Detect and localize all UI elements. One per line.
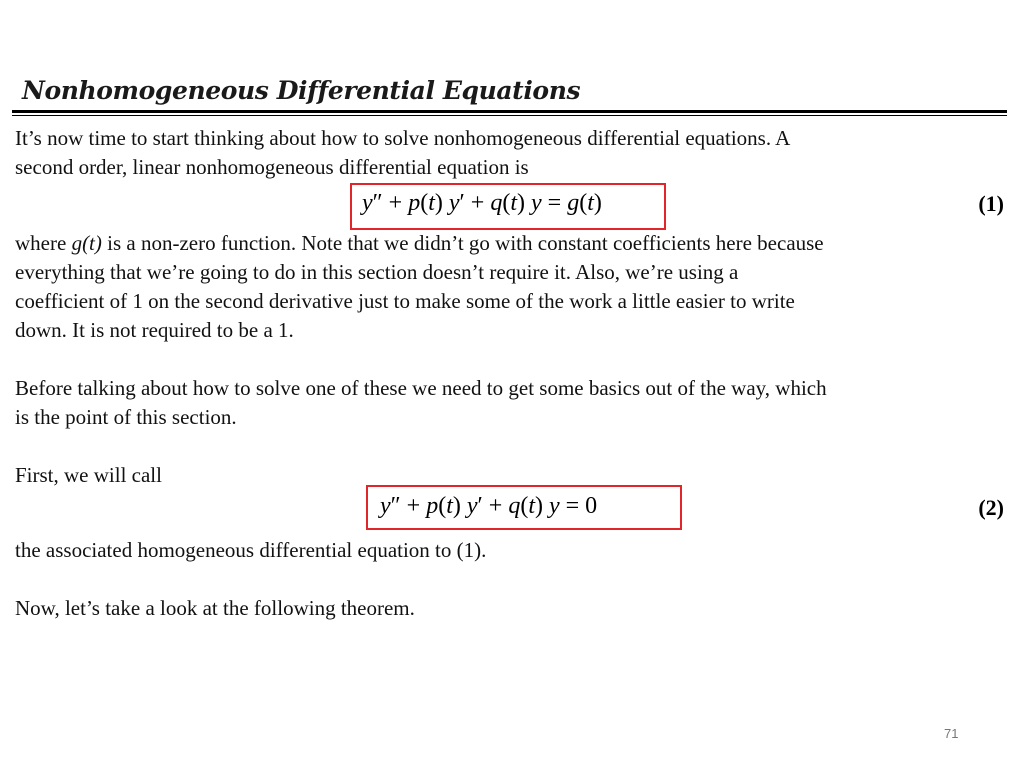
page-title: Nonhomogeneous Differential Equations xyxy=(22,76,581,105)
paragraph-1-line-2: second order, linear nonhomogeneous differential equation is xyxy=(15,155,529,179)
paragraph-2-line-4: down. It is not required to be a 1. xyxy=(15,318,294,342)
equation-1: y″ + p(t) y′ + q(t) y = g(t) xyxy=(362,190,602,216)
title-rule-thick xyxy=(12,110,1007,113)
equation-2: y″ + p(t) y′ + q(t) y = 0 xyxy=(380,493,598,519)
paragraph-2-line-2: everything that we’re going to do in this section doesn’t require it. Also, we’re using a xyxy=(15,260,739,284)
g-of-t-term: g(t) xyxy=(71,231,102,255)
paragraph-2-line-3: coefficient of 1 on the second derivative just to make some of the work a little easier to write xyxy=(15,289,795,313)
page-number: 71 xyxy=(944,726,959,741)
equation-2-number: (2) xyxy=(978,495,1004,520)
paragraph-4: First, we will call xyxy=(15,463,162,487)
title-rule-thin xyxy=(12,115,1007,116)
paragraph-1-line-1: It’s now time to start thinking about how to solve nonhomogeneous differential equations. A xyxy=(15,126,791,150)
paragraph-6: Now, let’s take a look at the following theorem. xyxy=(15,596,415,620)
paragraph-5: the associated homogeneous differential equation to (1). xyxy=(15,538,487,562)
equation-1-number: (1) xyxy=(978,191,1004,216)
paragraph-3-line-1: Before talking about how to solve one of these we need to get some basics out of the way, which xyxy=(15,376,827,400)
paragraph-2-line-1: where g(t) is a non-zero function. Note that we didn’t go with constant coefficients here because xyxy=(15,231,824,255)
paragraph-3-line-2: is the point of this section. xyxy=(15,405,237,429)
